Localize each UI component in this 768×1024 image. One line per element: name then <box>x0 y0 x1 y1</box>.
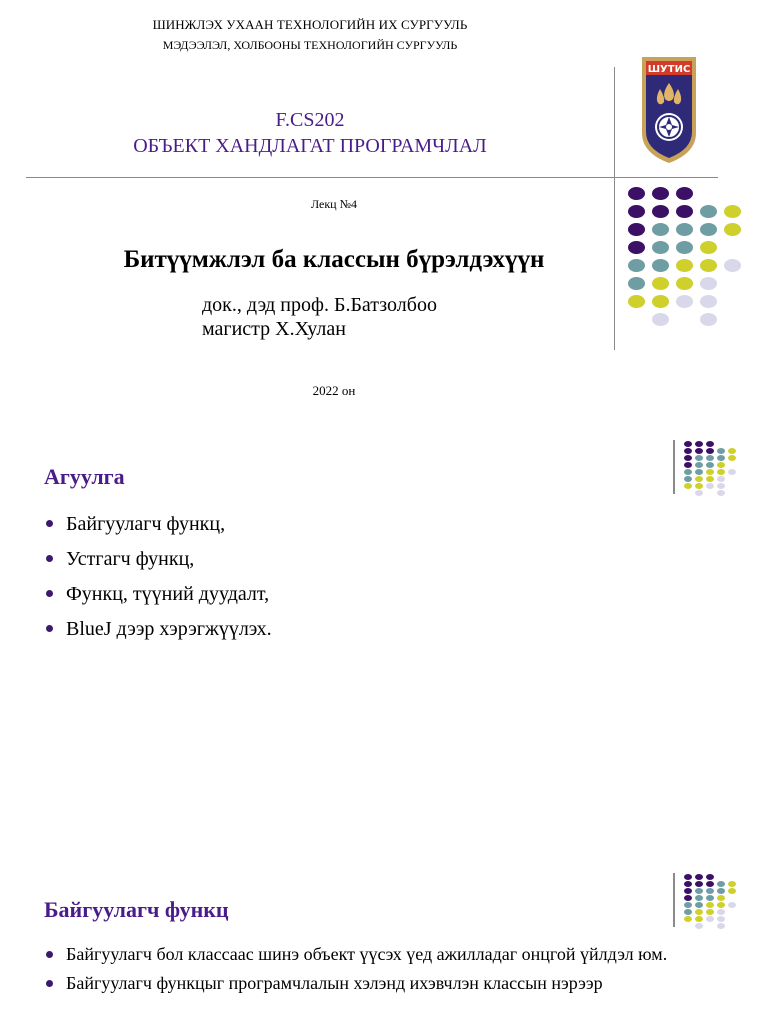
decorative-dot <box>717 888 725 894</box>
decorative-dot <box>717 490 725 496</box>
decorative-dot <box>717 902 725 908</box>
decorative-dots-small <box>684 441 740 497</box>
decorative-dot <box>684 462 692 468</box>
decorative-dot <box>717 895 725 901</box>
decorative-dot <box>728 881 736 887</box>
decorative-dot <box>728 888 736 894</box>
decorative-dot <box>700 277 717 290</box>
constructor-title: Байгуулагч функц <box>44 897 229 922</box>
decorative-dot <box>717 483 725 489</box>
decorative-dot <box>684 448 692 454</box>
decorative-dot <box>676 223 693 236</box>
decorative-dot <box>695 448 703 454</box>
decorative-dots-large <box>628 187 746 329</box>
decorative-dot <box>717 923 725 929</box>
list-item: Байгуулагч функцыг програмчлалын хэлэнд ихэвчлэн классын нэрээр <box>44 972 676 995</box>
decorative-dot <box>684 476 692 482</box>
decorative-dot <box>706 895 714 901</box>
decorative-dot <box>724 223 741 236</box>
authors <box>202 293 437 341</box>
decorative-dot <box>695 483 703 489</box>
decorative-dot <box>700 295 717 308</box>
decorative-dot <box>652 313 669 326</box>
decorative-dot <box>728 455 736 461</box>
decorative-dot <box>695 881 703 887</box>
lecture-number: Лекц №4 <box>310 197 358 211</box>
decorative-dot <box>728 448 736 454</box>
contents-list <box>44 511 272 651</box>
decorative-dot <box>652 241 669 254</box>
decorative-dot <box>724 205 741 218</box>
decorative-dot <box>684 874 692 880</box>
decorative-dot <box>700 313 717 326</box>
decorative-dot <box>706 888 714 894</box>
bullet-icon <box>46 951 53 958</box>
decorative-dot <box>706 902 714 908</box>
decorative-dot <box>700 259 717 272</box>
decorative-dot <box>684 909 692 915</box>
decorative-dot <box>700 241 717 254</box>
decorative-dot <box>706 874 714 880</box>
decorative-dot <box>684 916 692 922</box>
decorative-dot <box>676 259 693 272</box>
decorative-dot <box>652 277 669 290</box>
decorative-dot <box>652 205 669 218</box>
decorative-dot <box>717 909 725 915</box>
decorative-dot <box>695 923 703 929</box>
decorative-dot <box>684 888 692 894</box>
decorative-dot <box>706 469 714 475</box>
decorative-dot <box>684 483 692 489</box>
course-code: F.CS202 <box>275 109 345 131</box>
decorative-dot <box>706 476 714 482</box>
decorative-dot <box>676 205 693 218</box>
decorative-dot <box>628 295 645 308</box>
decorative-dot <box>684 902 692 908</box>
list-item: Устгагч функц, <box>44 546 272 581</box>
decorative-dot <box>700 205 717 218</box>
decorative-dot <box>700 223 717 236</box>
decorative-dot <box>706 455 714 461</box>
decorative-dot <box>695 902 703 908</box>
school-name: МЭДЭЭЛЭЛ, ХОЛБООНЫ ТЕХНОЛОГИЙН СУРГУУЛЬ <box>162 38 458 52</box>
university-logo <box>640 55 698 165</box>
decorative-dot <box>706 462 714 468</box>
decorative-dot <box>695 476 703 482</box>
contents-title: Агуулга <box>44 464 125 489</box>
decorative-dot <box>717 462 725 468</box>
decorative-dot <box>695 469 703 475</box>
decorative-dot <box>684 455 692 461</box>
decorative-dot <box>717 881 725 887</box>
decorative-dot <box>684 441 692 447</box>
year: 2022 он <box>312 383 356 398</box>
decorative-dot <box>717 916 725 922</box>
decorative-dot <box>724 259 741 272</box>
decorative-dot <box>695 455 703 461</box>
decorative-dot <box>717 469 725 475</box>
decorative-dot <box>628 205 645 218</box>
decorative-dot <box>676 241 693 254</box>
decorative-dot <box>676 295 693 308</box>
decorative-dot <box>695 888 703 894</box>
decorative-dot <box>676 187 693 200</box>
decorative-dot <box>695 490 703 496</box>
decorative-dot <box>717 448 725 454</box>
list-item: BlueJ дээр хэрэгжүүлэх. <box>44 616 272 651</box>
bullet-icon <box>46 590 53 597</box>
decorative-dot <box>695 916 703 922</box>
decorative-dot <box>628 277 645 290</box>
svg-text:ШУТИС: ШУТИС <box>647 64 691 75</box>
decorative-dot <box>706 916 714 922</box>
list-item: Байгуулагч бол классаас шинэ объект үүсэх үед ажилладаг онцгой үйлдэл юм. <box>44 943 676 966</box>
author-1: док., дэд проф. Б.Батзолбоо <box>202 294 437 316</box>
bullet-icon <box>46 520 53 527</box>
decorative-dot <box>628 187 645 200</box>
decorative-dots-small <box>684 874 740 930</box>
decorative-dot <box>652 223 669 236</box>
decorative-dot <box>717 455 725 461</box>
bullet-icon <box>46 625 53 632</box>
decorative-dot <box>652 187 669 200</box>
decorative-dot <box>695 874 703 880</box>
decorative-dot <box>728 902 736 908</box>
bullet-icon <box>46 555 53 562</box>
decorative-dot <box>706 483 714 489</box>
decorative-dot <box>628 223 645 236</box>
decorative-dot <box>706 909 714 915</box>
lecture-title: Битүүмжлэл ба классын бүрэлдэхүүн <box>123 246 545 273</box>
decorative-dot <box>706 441 714 447</box>
constructor-list <box>44 943 676 1001</box>
decorative-dot <box>695 462 703 468</box>
decorative-dot <box>717 476 725 482</box>
decorative-dot <box>676 277 693 290</box>
course-name: ОБЪЕКТ ХАНДЛАГАТ ПРОГРАМЧЛАЛ <box>133 135 487 157</box>
decorative-dot <box>728 469 736 475</box>
vertical-divider-small <box>673 440 675 494</box>
decorative-dot <box>652 259 669 272</box>
decorative-dot <box>695 441 703 447</box>
decorative-dot <box>706 448 714 454</box>
decorative-dot <box>695 909 703 915</box>
university-name: ШИНЖЛЭХ УХААН ТЕХНОЛОГИЙН ИХ СУРГУУЛЬ <box>152 17 468 32</box>
decorative-dot <box>706 881 714 887</box>
decorative-dot <box>628 241 645 254</box>
decorative-dot <box>684 469 692 475</box>
vertical-divider-small <box>673 873 675 927</box>
decorative-dot <box>652 295 669 308</box>
decorative-dot <box>695 895 703 901</box>
author-2: магистр Х.Хулан <box>202 318 346 340</box>
decorative-dot <box>628 259 645 272</box>
list-item: Функц, түүний дуудалт, <box>44 581 272 616</box>
bullet-icon <box>46 980 53 987</box>
decorative-dot <box>684 895 692 901</box>
list-item: Байгуулагч функц, <box>44 511 272 546</box>
decorative-dot <box>684 881 692 887</box>
